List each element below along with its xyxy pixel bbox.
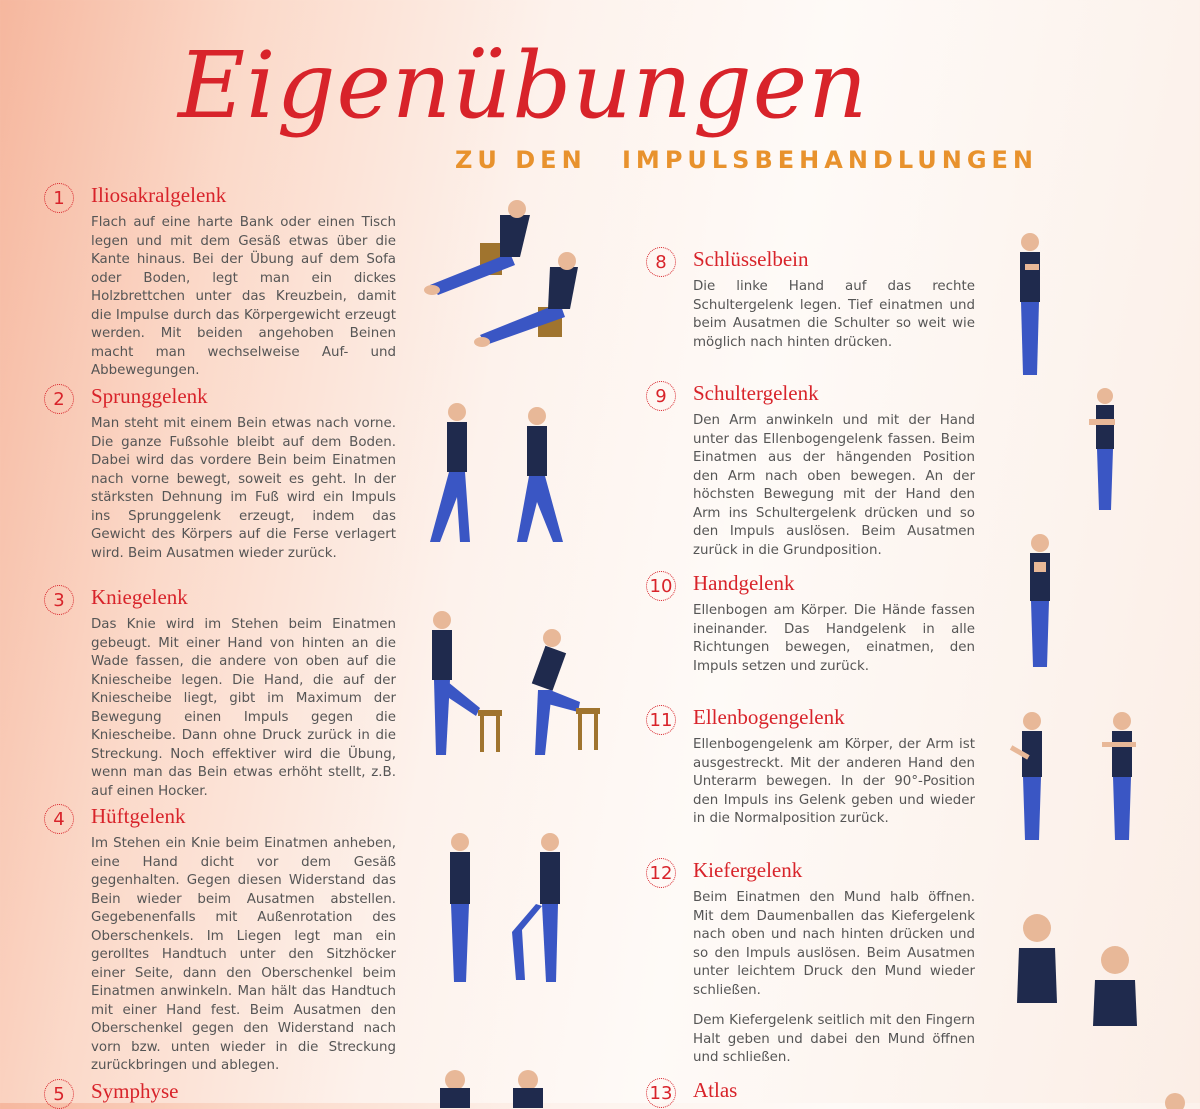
exercise-title: Ellenbogengelenk [693, 705, 845, 729]
exercise-number-badge: 5 [44, 1079, 74, 1109]
exercise-text: Flach auf eine harte Bank oder einen Tisch legen und mit dem Gesäß etwas über die Kante hinaus. Bei der Übung auf dem Sofa oder Boden, legt man ein dickes Holzbrettchen unter das Kreuzbein, damit die Impulse durch das Körpergewicht erzeugt werden. Mit beiden angehoben Beinen macht man wechselweise Auf- und Abbewegungen. [91, 215, 396, 378]
exercise-title: Iliosakralgelenk [91, 183, 227, 207]
person-standing-figure [1102, 712, 1136, 840]
exercise-13-photo [1160, 1092, 1190, 1103]
exercise-title: Kiefergelenk [693, 858, 803, 882]
exercise-title: Handgelenk [693, 571, 795, 595]
exercise-4-photo [430, 830, 590, 990]
exercise-number-badge: 10 [646, 571, 676, 601]
exercise-9-photo [1085, 385, 1125, 515]
exercise-text: Man steht mit einem Bein etwas nach vorne. Die ganze Fußsohle bleibt auf dem Boden. Dabei wird das vordere Bein beim Einatmen nach vorne bewegt, soweit es geht. In der stärksten Dehnung im Fuß wird ein Impuls ins Sprunggelenk erzeugt, indem das Gewicht des Körpers auf die Ferse verlagert wird. Beim Ausatmen wieder zurück. [91, 416, 396, 561]
exercise-number-badge: 8 [646, 247, 676, 277]
exercise-text: Im Stehen ein Knie beim Einatmen anheben, eine Hand dicht vor dem Gesäß gegenhalten. Gegen diesen Widerstand das Bein wieder beim Ausatmen abstellen. Gegebenenfalls mit Außenrotation des Oberschenkels. Im Liegen legt man ein gerolltes Handtuch unter den Sitzhöcker einer Seite, dann den Oberschenkel beim Einatmen anwinkeln. Man hält das Handtuch mit einer Hand fest. Beim Ausatmen den Oberschenkel gegen den Widerstand nach vorn bzw. unten wieder in die Streckung zurückbringen und ablegen. [91, 836, 396, 1073]
person-standing-figure [1010, 712, 1042, 840]
exercise-text [693, 889, 975, 1080]
exercise-title: Kniegelenk [91, 585, 188, 609]
person-standing-figure [450, 833, 470, 982]
exercise-title: Atlas [693, 1078, 738, 1102]
exercise-number-badge: 13 [646, 1078, 676, 1108]
person-portrait-figure [1093, 946, 1137, 1026]
exercise-5-photo [420, 1066, 570, 1103]
exercise-number-badge: 2 [44, 384, 74, 414]
exercise-number-badge: 9 [646, 381, 676, 411]
exercise-3-photo [420, 610, 605, 765]
exercise-number-badge: 3 [44, 585, 74, 615]
exercise-number-badge: 4 [44, 804, 74, 834]
exercise-title: Hüftgelenk [91, 804, 186, 828]
person-portrait-figure [1017, 914, 1057, 1003]
exercise-number-badge: 12 [646, 858, 676, 888]
person-standing-figure [532, 629, 600, 755]
exercise-11-photo [1010, 710, 1150, 845]
exercise-12-photo [1015, 908, 1140, 1028]
exercise-text-paragraph: Dem Kiefergelenk seitlich mit den Fingern Halt geben und dabei den Mund öffnen und schließen. [693, 1013, 975, 1065]
page-title: Eigenübungen [178, 32, 869, 139]
page-subtitle-part2: IMPULSBEHANDLUNGEN [622, 146, 1039, 174]
exercise-title: Schultergelenk [693, 381, 819, 405]
person-lying-figure [424, 200, 530, 295]
exercise-text: Die linke Hand auf das rechte Schultergelenk legen. Tief einatmen und beim Ausatmen die Schulter so weit wie möglich nach hinten drücken. [693, 279, 975, 350]
exercise-10-photo [1018, 532, 1063, 672]
exercise-8-photo [1005, 230, 1055, 380]
exercise-text: Das Knie wird im Stehen beim Einatmen gebeugt. Mit einer Hand von hinten an die Wade fassen, die andere von oben auf die Kniescheibe legen. Die Hand, die auf der Kniescheibe liegt, gibt im Maximum der Bewegung einen Impuls gegen die Kniescheibe. Dann ohne Druck zurück in die Streckung. Noch effektiver wird die Übung, wenn man das Bein etwas erhöht stellt, z.B. auf einen Hocker. [91, 617, 396, 799]
exercise-title: Sprunggelenk [91, 384, 208, 408]
person-standing-figure [430, 403, 470, 542]
page-subtitle-part1: ZU DEN [455, 146, 587, 174]
person-standing-figure [517, 407, 563, 542]
exercise-text-paragraph: Beim Einatmen den Mund halb öffnen. Mit dem Daumenballen das Kiefergelenk nach oben und nach hinten drücken und so den Impuls auslösen. Beim Ausatmen unter leichtem Druck den Mund wieder schließen. [693, 890, 975, 998]
exercise-title: Symphyse [91, 1079, 179, 1103]
exercise-2-photo [415, 402, 585, 552]
exercise-text: Den Arm anwinkeln und mit der Hand unter das Ellenbogengelenk fassen. Beim Einatmen aus der hängenden Position den Arm nach oben bewegen. An der höchsten Bewegung mit der Hand den Arm ins Schultergelenk drücken und so den Impuls auslösen. Beim Ausatmen zurück in die Grundposition. [693, 413, 975, 558]
person-standing-figure [432, 611, 502, 755]
exercise-text: Ellenbogen am Körper. Die Hände fassen ineinander. Das Handgelenk in alle Richtungen bewegen, einatmen, den Impuls setzen und zurück. [693, 603, 975, 674]
exercise-title: Schlüsselbein [693, 247, 809, 271]
exercise-1-photo [420, 195, 620, 365]
exercise-number-badge: 11 [646, 705, 676, 735]
person-standing-figure [512, 833, 560, 982]
exercise-text: Ellenbogengelenk am Körper, der Arm ist ausgestreckt. Mit der anderen Hand den Unterarm bewegen. In der 90°-Position den Impuls ins Gelenk geben und wieder in die Normalposition zurück. [693, 737, 975, 826]
exercise-number-badge: 1 [44, 183, 74, 213]
